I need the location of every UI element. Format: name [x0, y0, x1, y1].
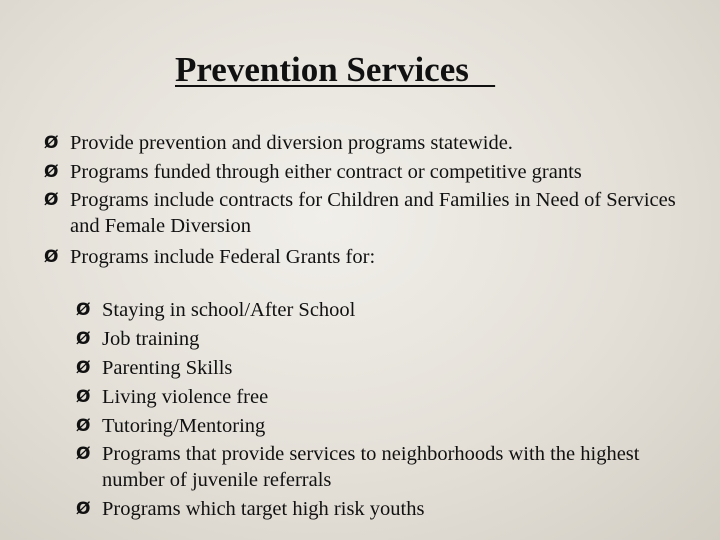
main-bullet-text: Provide prevention and diversion programs statewide.	[70, 132, 513, 154]
sub-bullet-text: Job training	[102, 328, 200, 350]
main-bullet-item	[44, 187, 680, 239]
main-bullet-text: Programs funded through either contract or competitive grants	[70, 161, 582, 183]
sub-bullet-text: Staying in school/After School	[102, 299, 356, 321]
main-bullet-item	[44, 158, 680, 187]
arrow-bullet-icon: Ø	[76, 358, 91, 378]
sub-bullet-item	[76, 495, 702, 524]
sub-bullet-item	[76, 354, 702, 383]
sub-bullet-text: Tutoring/Mentoring	[102, 415, 266, 437]
arrow-bullet-icon: Ø	[76, 499, 91, 519]
arrow-bullet-icon: Ø	[44, 162, 59, 182]
arrow-bullet-icon: Ø	[76, 300, 91, 320]
sub-bullet-list	[76, 296, 702, 524]
sub-bullet-item	[76, 383, 702, 412]
main-bullet-item	[44, 129, 680, 158]
main-bullet-text: Programs include contracts for Children and Families in Need of Services and Female Diversion	[70, 189, 676, 237]
sub-bullet-text: Programs which target high risk youths	[102, 498, 425, 520]
slide-title: Prevention Services	[175, 50, 496, 89]
sub-bullet-text: Living violence free	[102, 386, 269, 408]
arrow-bullet-icon: Ø	[44, 247, 59, 267]
arrow-bullet-icon: Ø	[76, 329, 91, 349]
arrow-bullet-icon: Ø	[76, 387, 91, 407]
sub-bullet-item	[76, 441, 702, 493]
sub-bullet-item	[76, 325, 702, 354]
main-bullet-list	[44, 129, 680, 272]
sub-bullet-item	[76, 412, 702, 441]
arrow-bullet-icon: Ø	[44, 133, 59, 153]
sub-bullet-text: Programs that provide services to neighborhoods with the highest number of juvenile referrals	[102, 443, 640, 491]
arrow-bullet-icon: Ø	[76, 444, 91, 464]
arrow-bullet-icon: Ø	[44, 190, 59, 210]
arrow-bullet-icon: Ø	[76, 416, 91, 436]
main-bullet-item	[44, 243, 680, 272]
main-bullet-text: Programs include Federal Grants for:	[70, 246, 376, 268]
sub-bullet-text: Parenting Skills	[102, 357, 233, 379]
sub-bullet-item	[76, 296, 702, 325]
